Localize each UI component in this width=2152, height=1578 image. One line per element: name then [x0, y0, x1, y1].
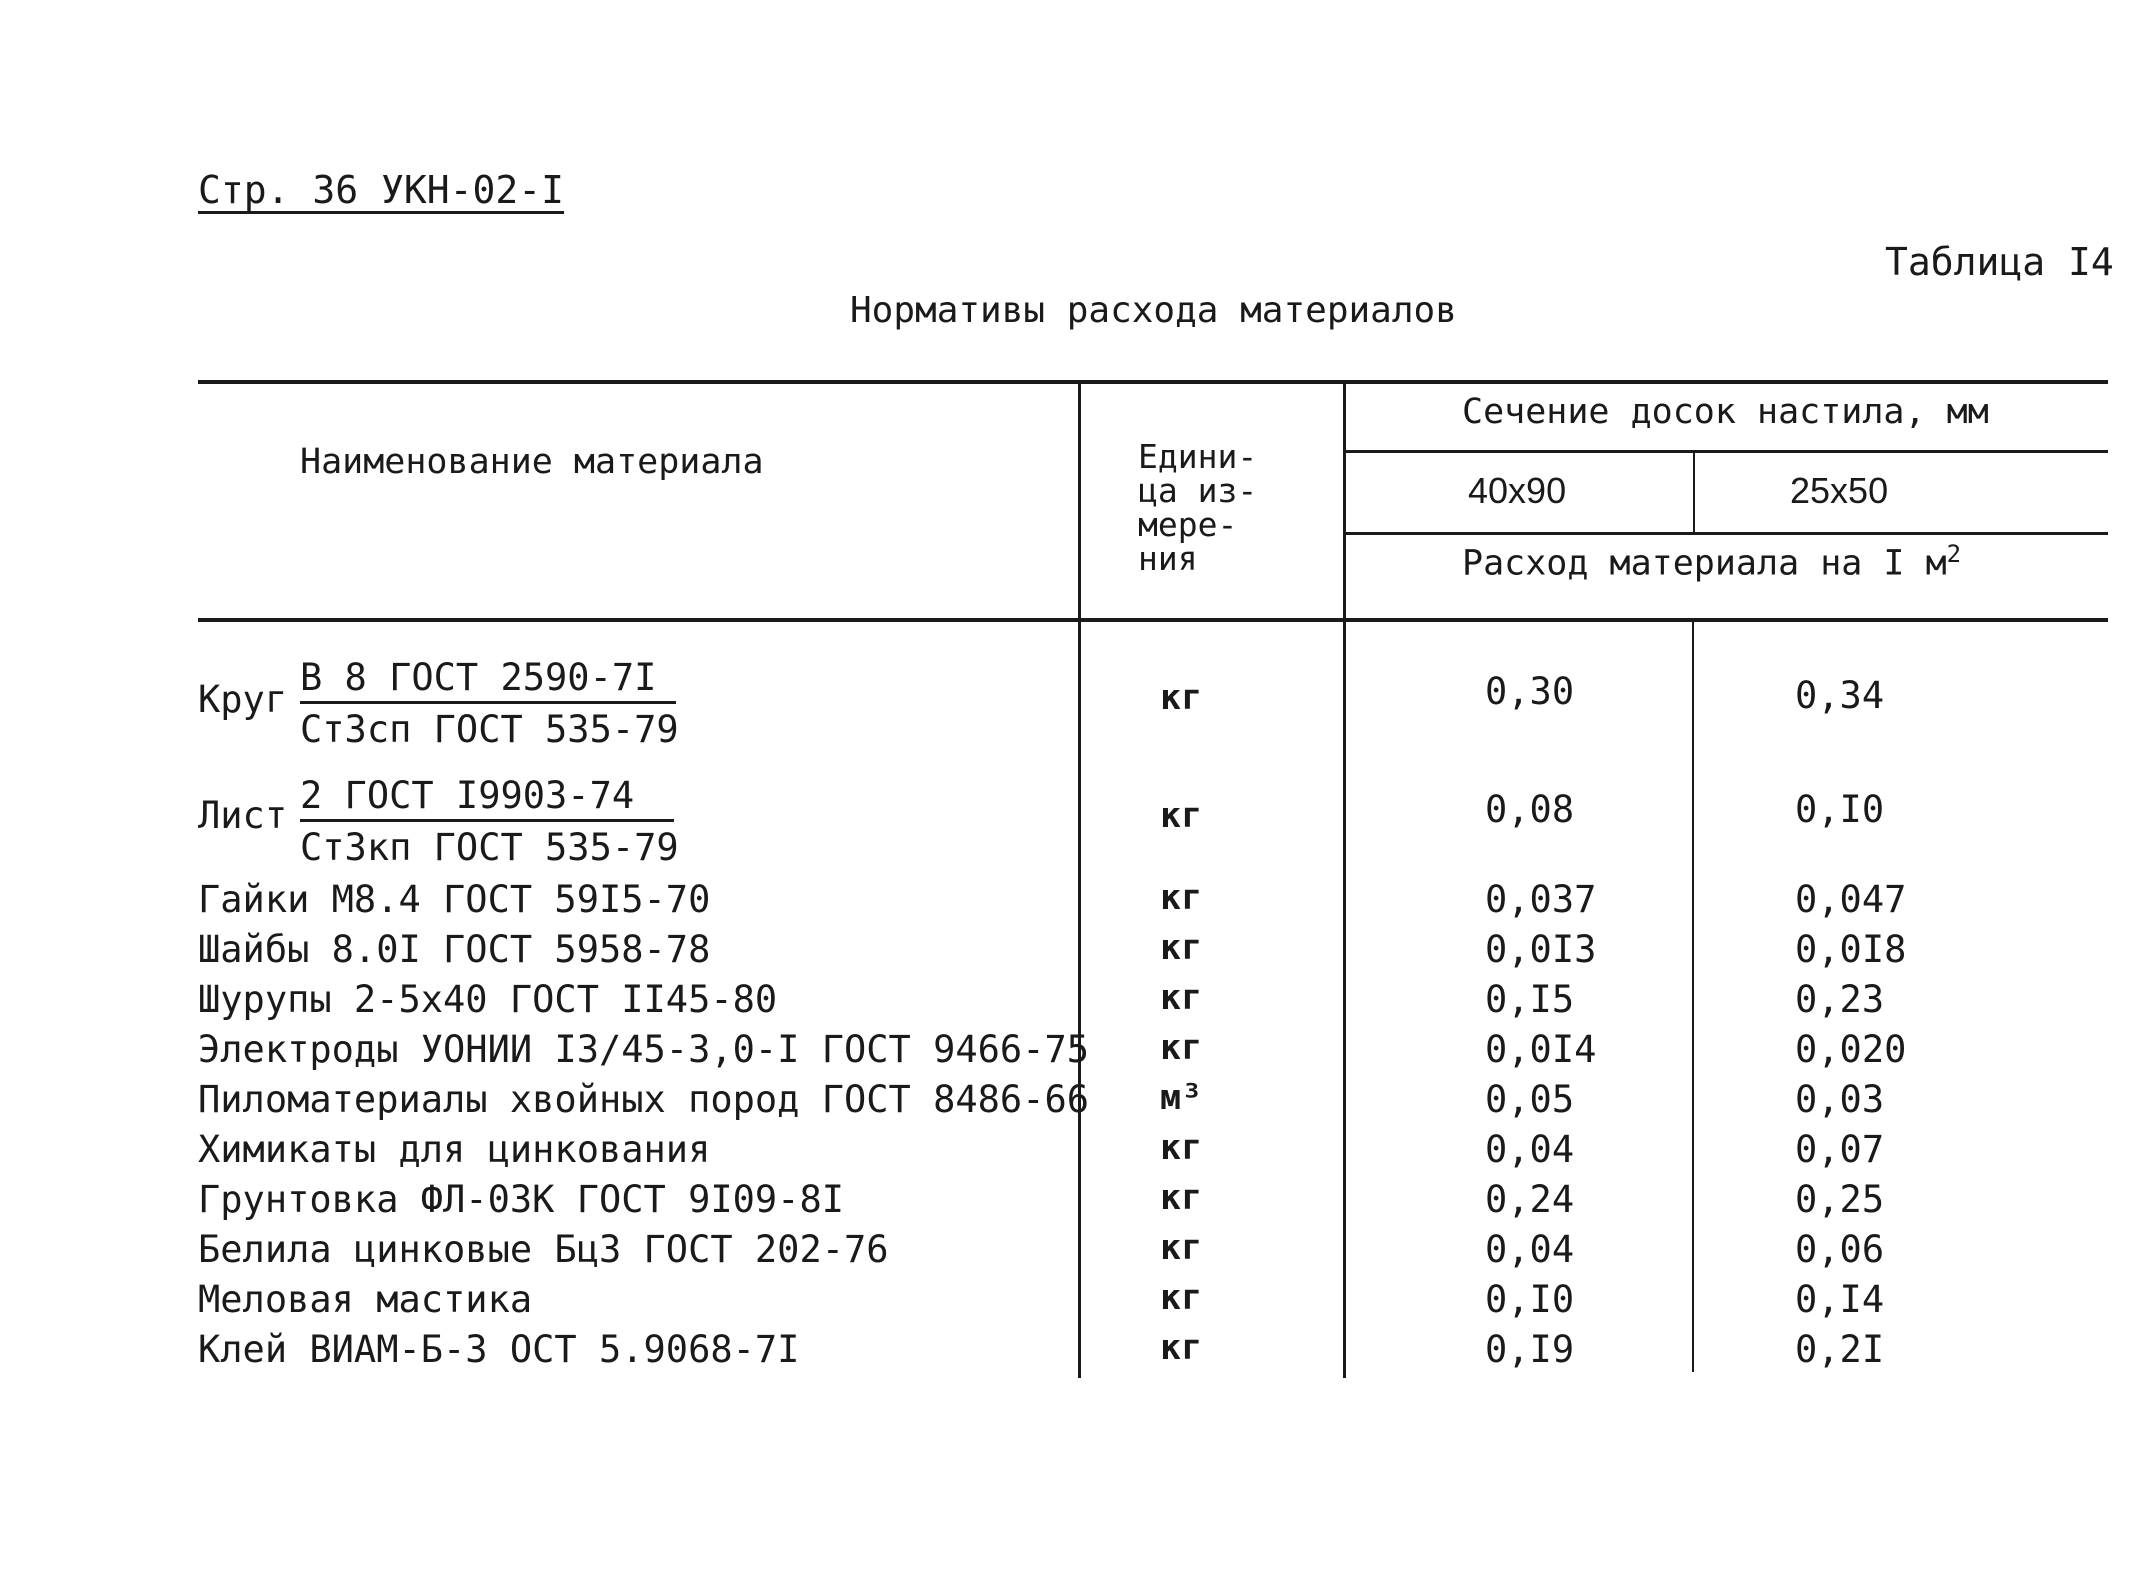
column-header-name: Наименование материала — [300, 442, 764, 482]
value-40x90: 0,I5 — [1485, 978, 1575, 1021]
section-rule — [1345, 450, 2108, 453]
divider-name-unit — [1078, 382, 1081, 1378]
divider-section-columns-body — [1692, 620, 1694, 1372]
value-40x90: 0,I9 — [1485, 1328, 1575, 1371]
unit-cell: кг — [1160, 678, 1203, 718]
value-25x50: 0,23 — [1795, 978, 1885, 1021]
material-name: Грунтовка ФЛ-03К ГОСТ 9I09-8I — [198, 1178, 845, 1221]
unit-cell: кг — [1160, 1178, 1203, 1218]
material-name: Белила цинковые Бц3 ГОСТ 202-76 — [198, 1228, 889, 1271]
material-name: Шайбы 8.0I ГОСТ 5958-78 — [198, 928, 711, 971]
value-25x50: 0,020 — [1795, 1028, 1907, 1071]
unit-cell: кг — [1160, 928, 1203, 968]
unit-cell: кг — [1160, 878, 1203, 918]
value-25x50: 0,047 — [1795, 878, 1907, 921]
material-name: Химикаты для цинкования — [198, 1128, 711, 1171]
value-40x90: 0,037 — [1485, 878, 1597, 921]
material-name: Гайки М8.4 ГОСТ 59I5-70 — [198, 878, 711, 921]
column-header-40x90: 40x90 — [1468, 470, 1567, 511]
table-header-rule — [198, 618, 2108, 622]
material-name: Меловая мастика — [198, 1278, 533, 1321]
value-25x50: 0,25 — [1795, 1178, 1885, 1221]
column-header-section: Сечение досок настила, мм — [1462, 392, 1989, 432]
material-name: Клей ВИАМ-Б-3 ОСТ 5.9068-7I — [198, 1328, 800, 1371]
material-name-prefix: Круг — [198, 678, 288, 721]
table-number: Таблица I4 — [1885, 240, 2114, 284]
material-name-numerator: В 8 ГОСТ 2590-7I — [300, 656, 676, 704]
unit-cell: кг — [1160, 1278, 1203, 1318]
unit-cell: кг — [1160, 978, 1203, 1018]
value-25x50: 0,0I8 — [1795, 928, 1907, 971]
value-40x90: 0,04 — [1485, 1128, 1575, 1171]
unit-cell: кг — [1160, 1028, 1203, 1068]
unit-cell: кг — [1160, 1128, 1203, 1168]
unit-cell: кг — [1160, 1228, 1203, 1268]
unit-cell: кг — [1160, 796, 1203, 836]
value-25x50: 0,I0 — [1795, 788, 1885, 831]
document-title: Нормативы расхода материалов — [850, 290, 1457, 331]
value-40x90: 0,I0 — [1485, 1278, 1575, 1321]
value-40x90: 0,05 — [1485, 1078, 1575, 1121]
material-name: Пиломатериалы хвойных пород ГОСТ 8486-66 — [198, 1078, 1090, 1121]
divider-section-columns-header — [1693, 452, 1695, 534]
subsection-rule — [1345, 532, 2108, 535]
column-header-consumption: Расход материала на I $м^2$ — [1462, 540, 1962, 584]
value-40x90: 0,0I3 — [1485, 928, 1597, 971]
material-name-denominator: Ст3кп ГОСТ 535-79 — [300, 826, 679, 869]
material-name: Шурупы 2-5x40 ГОСТ II45-80 — [198, 978, 778, 1021]
value-40x90: 0,0I4 — [1485, 1028, 1597, 1071]
value-40x90: 0,04 — [1485, 1228, 1575, 1271]
material-name-prefix: Лист — [198, 794, 288, 837]
column-header-unit: Едини- ца из- мере- ния — [1138, 437, 1258, 578]
value-25x50: 0,34 — [1795, 674, 1885, 717]
unit-cell: кг — [1160, 1328, 1203, 1368]
value-40x90: 0,30 — [1485, 670, 1575, 713]
value-25x50: 0,06 — [1795, 1228, 1885, 1271]
value-25x50: 0,03 — [1795, 1078, 1885, 1121]
unit-cell: м³ — [1160, 1078, 1203, 1118]
value-40x90: 0,08 — [1485, 788, 1575, 831]
value-40x90: 0,24 — [1485, 1178, 1575, 1221]
value-25x50: 0,I4 — [1795, 1278, 1885, 1321]
column-header-25x50: 25x50 — [1790, 470, 1889, 511]
material-name-denominator: Ст3сп ГОСТ 535-79 — [300, 708, 679, 751]
divider-unit-values — [1343, 382, 1346, 1378]
material-name-numerator: 2 ГОСТ I9903-74 — [300, 774, 674, 822]
value-25x50: 0,2I — [1795, 1328, 1885, 1371]
value-25x50: 0,07 — [1795, 1128, 1885, 1171]
material-name: Электроды УОНИИ I3/45-3,0-I ГОСТ 9466-75 — [198, 1028, 1090, 1071]
page-header: Стр. 36 УКН-02-I — [198, 168, 565, 212]
table-top-rule — [198, 380, 2108, 384]
